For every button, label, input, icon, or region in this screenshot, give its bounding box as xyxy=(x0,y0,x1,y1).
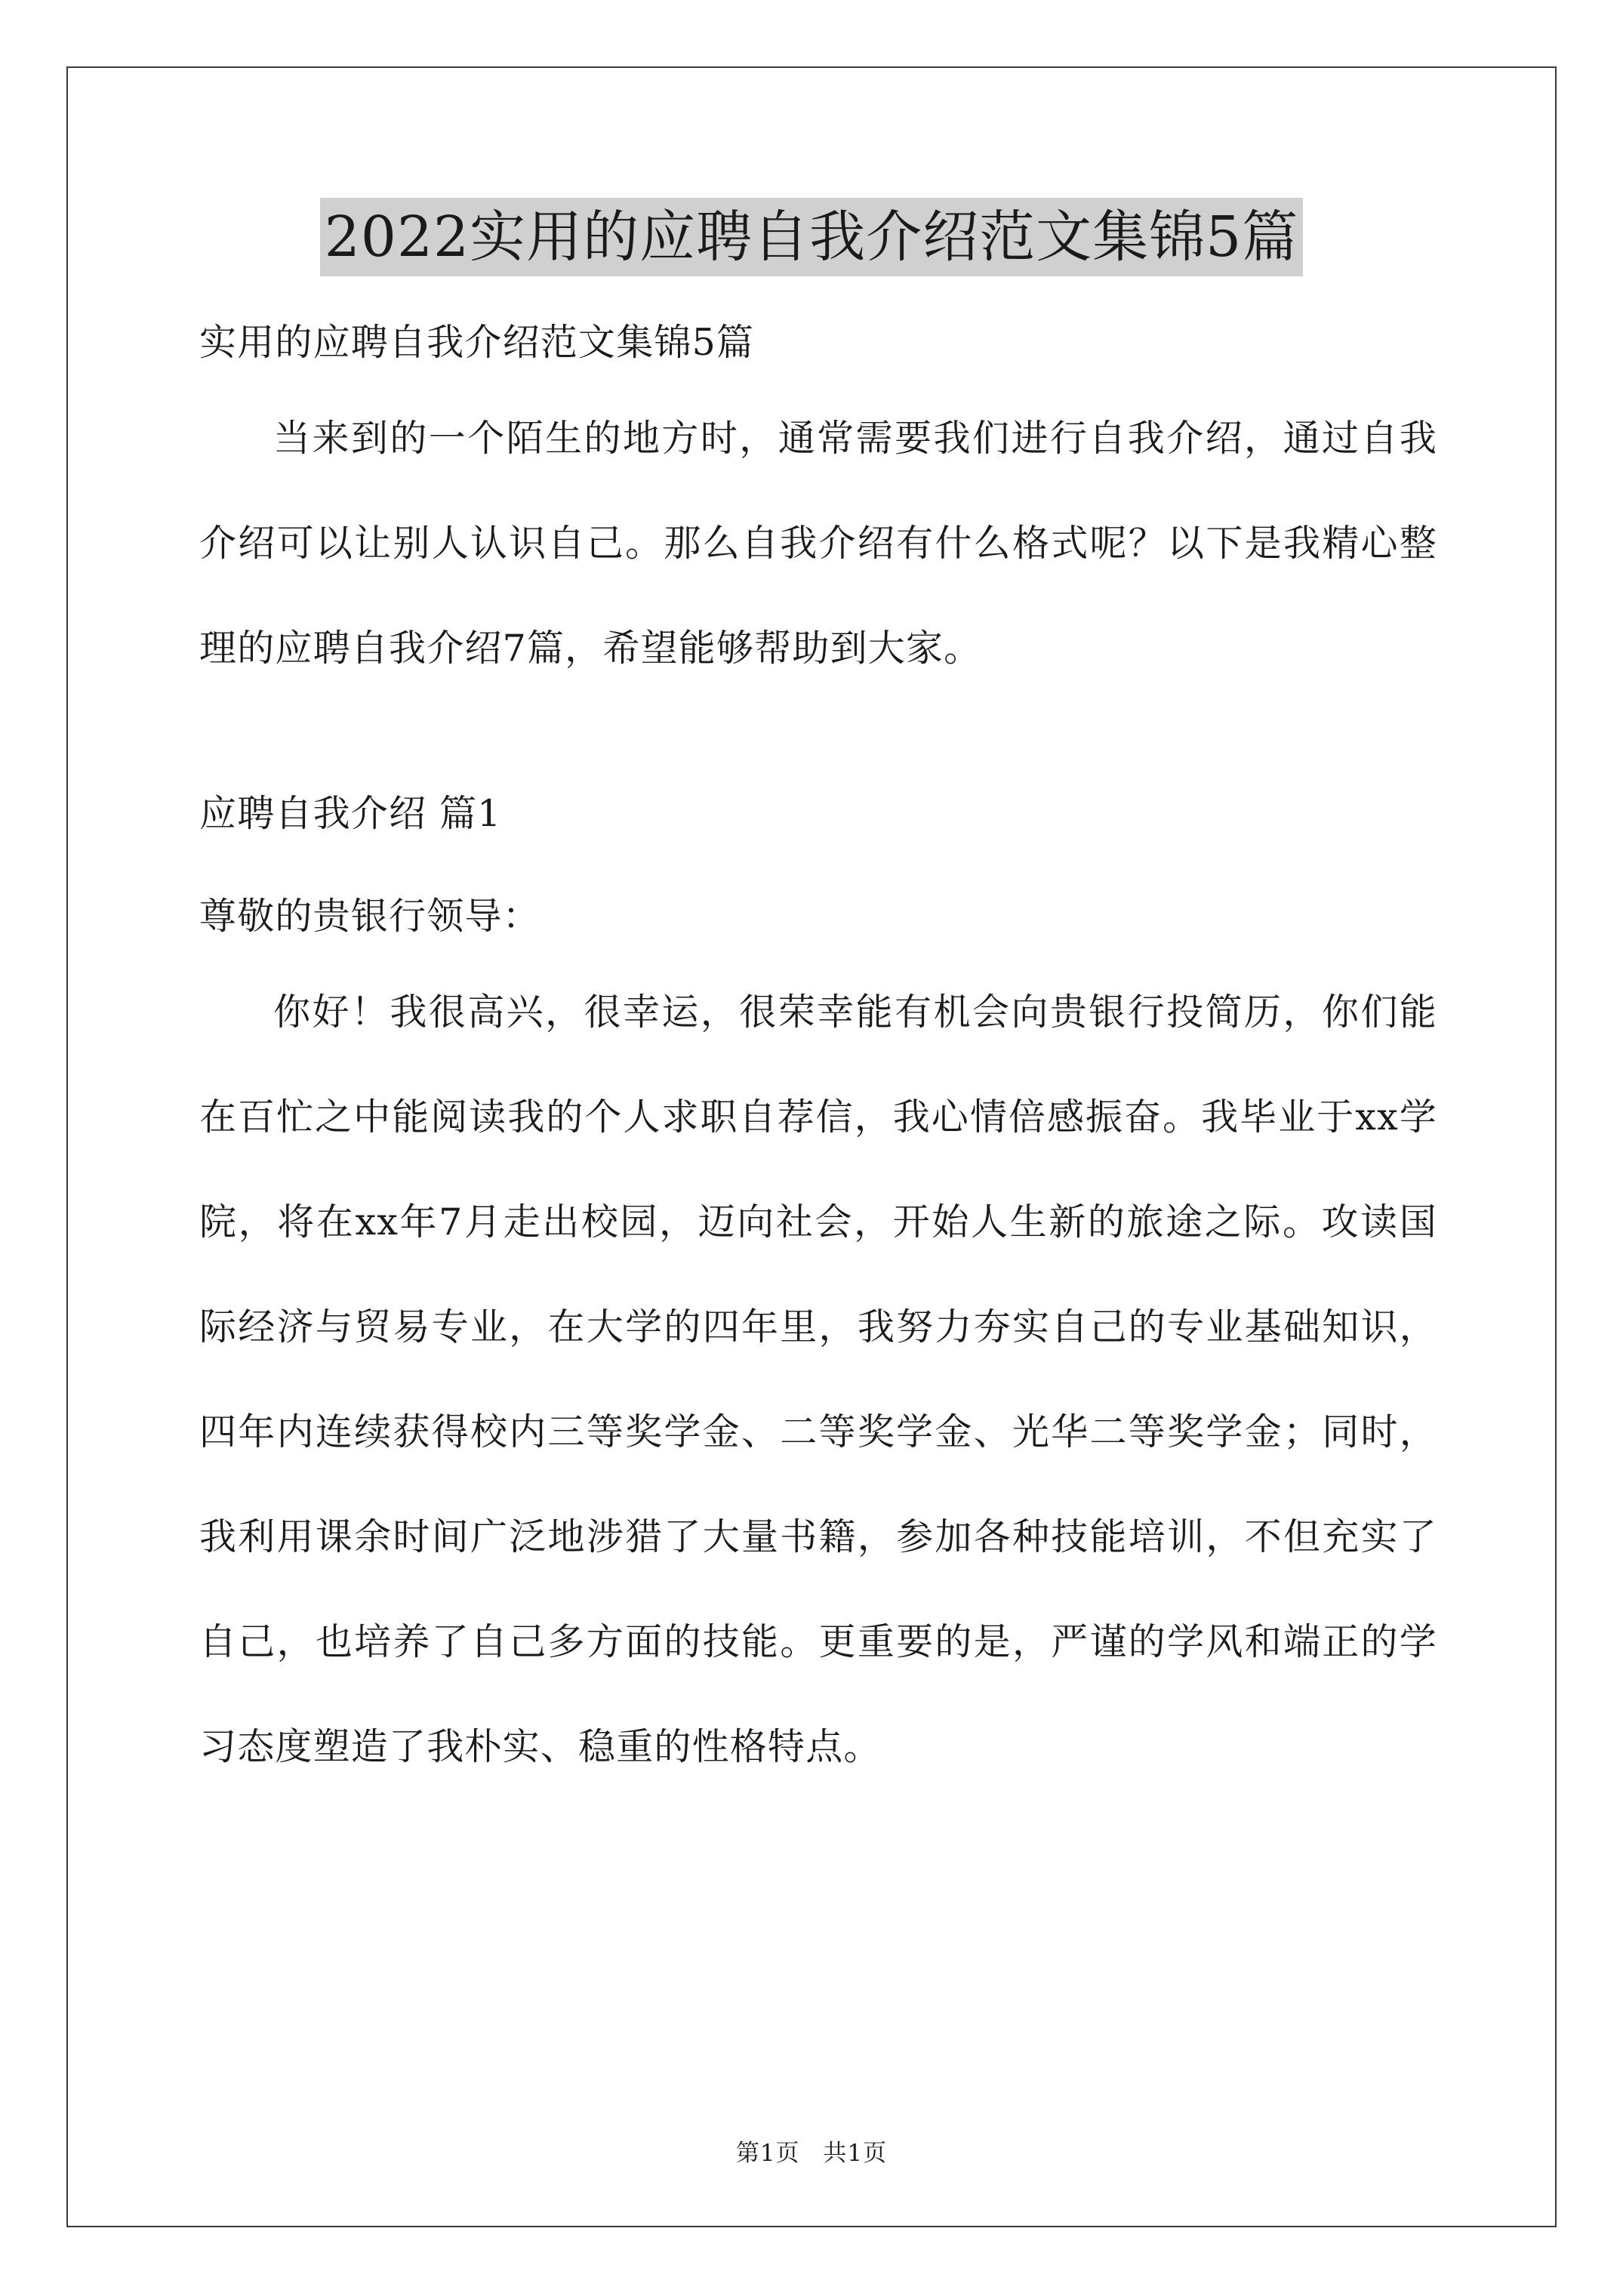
salutation: 尊敬的贵银行领导： xyxy=(199,895,540,938)
intro-paragraph: 当来到的一个陌生的地方时，通常需要我们进行自我介绍，通过自我介绍可以让别人认识自己。那么自我介绍有什么格式呢？以下是我精心整理的应聘自我介绍7篇，希望能够帮助到大家。 xyxy=(199,417,1437,670)
section-heading: 应聘自我介绍 篇1 xyxy=(199,792,502,835)
document-body xyxy=(199,298,1437,1799)
page-footer xyxy=(0,2134,1623,2168)
document-title: 2022实用的应聘自我介绍范文集锦5篇 xyxy=(320,198,1303,276)
page-number: 第1页 xyxy=(735,2140,800,2167)
page-count: 共1页 xyxy=(823,2140,888,2167)
body-paragraph: 你好！我很高兴，很幸运，很荣幸能有机会向贵银行投简历，你们能在百忙之中能阅读我的个人求职自荐信，我心情倍感振奋。我毕业于xx学院，将在xx年7月走出校园，迈向社会，开始人生新的旅途之际。攻读国际经济与贸易专业，在大学的四年里，我努力夯实自己的专业基础知识，四年内连续获得校内三等奖学金、二等奖学金、光华二等奖学金；同时，我利用课余时间广泛地涉猎了大量书籍，参加各种技能培训，不但充实了自己，也培养了自己多方面的技能。更重要的是，严谨的学风和端正的学习态度塑造了我朴实、稳重的性格特点。 xyxy=(199,991,1437,1768)
document-subtitle: 实用的应聘自我介绍范文集锦5篇 xyxy=(199,321,755,364)
title-container xyxy=(0,198,1623,276)
